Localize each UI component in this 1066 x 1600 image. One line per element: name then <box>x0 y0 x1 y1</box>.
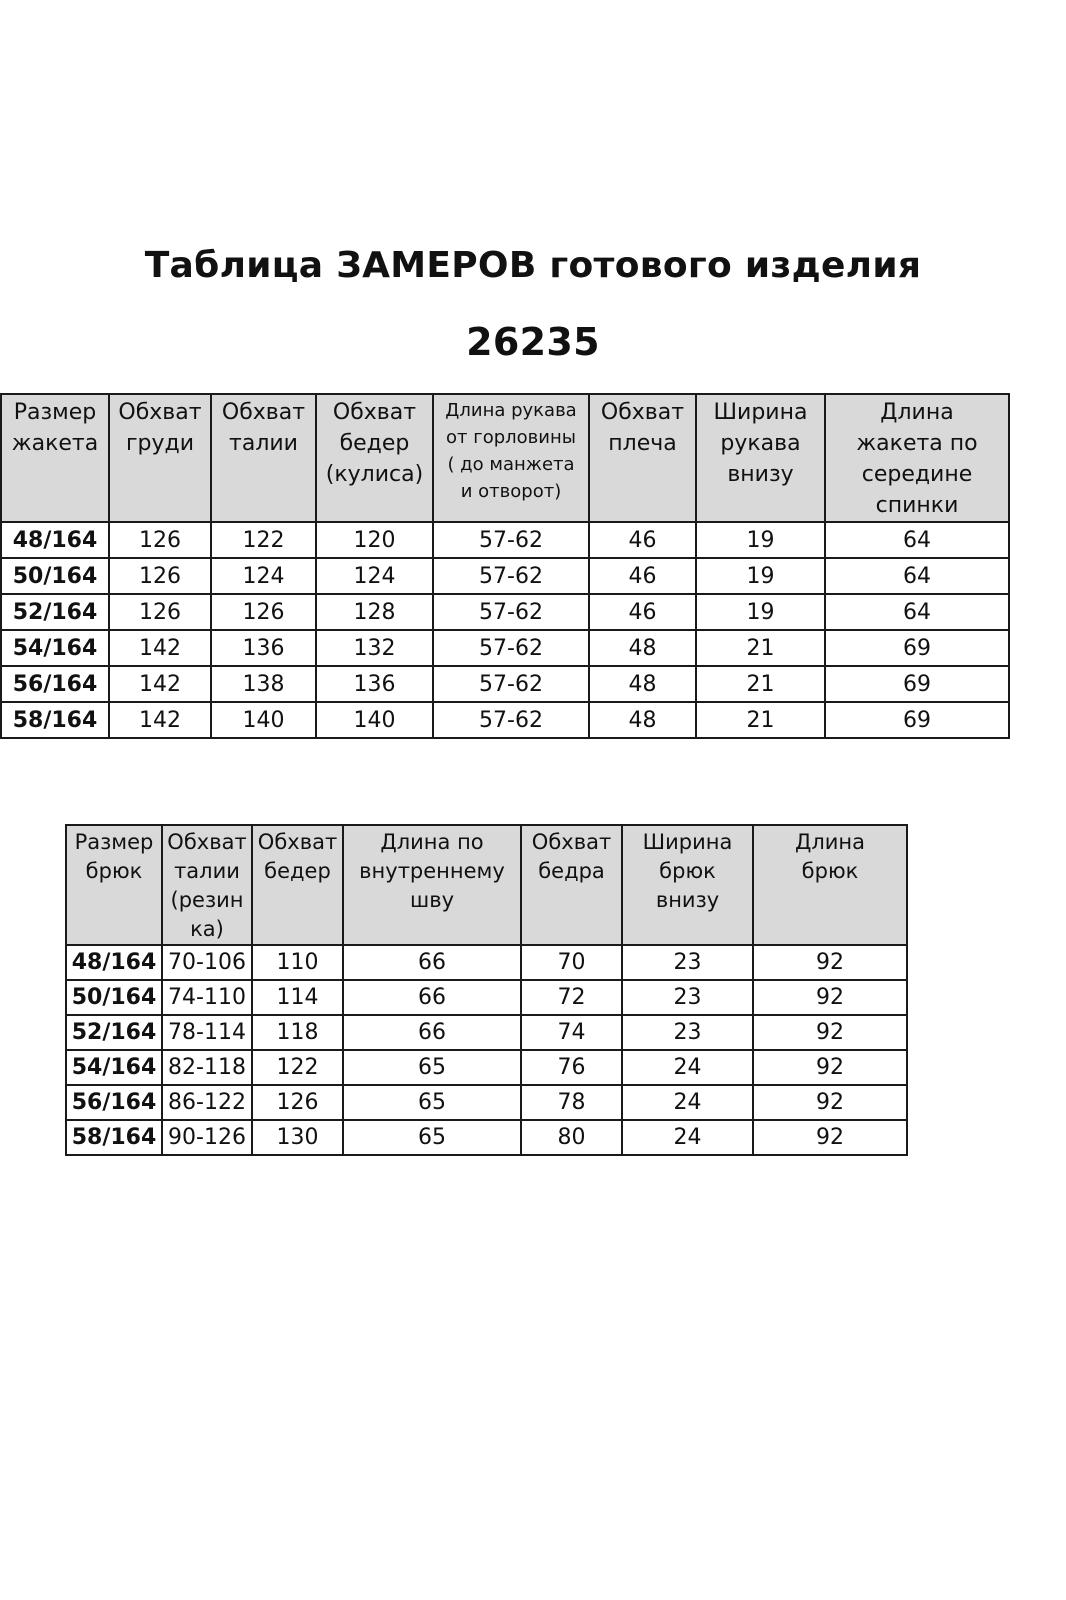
measurement-cell: 92 <box>753 980 907 1015</box>
header-cell: Обхват бедер (кулиса) <box>316 394 433 522</box>
size-cell: 56/164 <box>66 1085 162 1120</box>
measurement-cell: 48 <box>589 630 696 666</box>
header-cell: Длина рукава от горловины ( до манжета и отворот) <box>433 394 589 522</box>
measurement-cell: 48 <box>589 702 696 738</box>
measurement-cell: 72 <box>521 980 622 1015</box>
measurement-cell: 64 <box>825 522 1009 558</box>
header-cell: Обхват бедра <box>521 825 622 945</box>
measurement-cell: 57-62 <box>433 630 589 666</box>
measurement-cell: 64 <box>825 558 1009 594</box>
measurement-cell: 92 <box>753 1120 907 1155</box>
table-row <box>66 1120 907 1155</box>
measurement-cell: 24 <box>622 1050 753 1085</box>
size-cell: 52/164 <box>66 1015 162 1050</box>
measurement-cell: 46 <box>589 594 696 630</box>
size-cell: 48/164 <box>1 522 109 558</box>
table-header-row <box>66 825 907 945</box>
measurement-cell: 69 <box>825 666 1009 702</box>
measurement-cell: 57-62 <box>433 558 589 594</box>
article-number: 26235 <box>466 320 600 364</box>
size-cell: 54/164 <box>66 1050 162 1085</box>
measurement-cell: 92 <box>753 1015 907 1050</box>
measurement-cell: 46 <box>589 522 696 558</box>
measurement-cell: 126 <box>109 522 211 558</box>
table-row <box>1 558 1009 594</box>
size-cell: 58/164 <box>66 1120 162 1155</box>
measurement-cell: 21 <box>696 630 825 666</box>
size-cell: 48/164 <box>66 945 162 980</box>
measurement-cell: 130 <box>252 1120 343 1155</box>
measurement-cell: 122 <box>211 522 316 558</box>
size-cell: 56/164 <box>1 666 109 702</box>
header-cell: Обхват бедер <box>252 825 343 945</box>
table-row <box>66 1015 907 1050</box>
measurement-cell: 24 <box>622 1120 753 1155</box>
measurement-cell: 82-118 <box>162 1050 252 1085</box>
measurement-cell: 69 <box>825 630 1009 666</box>
measurement-cell: 64 <box>825 594 1009 630</box>
table-row <box>66 1085 907 1120</box>
table-row <box>66 945 907 980</box>
size-cell: 52/164 <box>1 594 109 630</box>
measurement-cell: 110 <box>252 945 343 980</box>
measurement-cell: 138 <box>211 666 316 702</box>
header-cell: Ширина брюк внизу <box>622 825 753 945</box>
measurement-cell: 65 <box>343 1050 521 1085</box>
measurement-cell: 126 <box>252 1085 343 1120</box>
header-cell: Обхват плеча <box>589 394 696 522</box>
measurement-cell: 57-62 <box>433 702 589 738</box>
measurement-cell: 126 <box>109 558 211 594</box>
header-cell: Длина по внутреннему шву <box>343 825 521 945</box>
table-header-row <box>1 394 1009 522</box>
measurement-cell: 136 <box>316 666 433 702</box>
measurement-cell: 19 <box>696 558 825 594</box>
header-cell: Размер жакета <box>1 394 109 522</box>
header-cell: Обхват талии (резин ка) <box>162 825 252 945</box>
size-cell: 50/164 <box>66 980 162 1015</box>
measurement-cell: 124 <box>211 558 316 594</box>
measurement-cell: 57-62 <box>433 594 589 630</box>
measurement-cell: 120 <box>316 522 433 558</box>
measurement-cell: 46 <box>589 558 696 594</box>
measurement-cell: 69 <box>825 702 1009 738</box>
measurement-cell: 70 <box>521 945 622 980</box>
measurement-cell: 66 <box>343 1015 521 1050</box>
table-row <box>1 666 1009 702</box>
header-cell: Размер брюк <box>66 825 162 945</box>
measurement-cell: 48 <box>589 666 696 702</box>
measurement-cell: 80 <box>521 1120 622 1155</box>
measurement-cell: 57-62 <box>433 666 589 702</box>
measurement-cell: 114 <box>252 980 343 1015</box>
measurement-cell: 92 <box>753 1050 907 1085</box>
table-row <box>1 522 1009 558</box>
header-cell: Ширина рукава внизу <box>696 394 825 522</box>
measurement-cell: 142 <box>109 666 211 702</box>
measurement-cell: 132 <box>316 630 433 666</box>
table-row <box>1 594 1009 630</box>
measurement-cell: 78 <box>521 1085 622 1120</box>
measurement-cell: 140 <box>211 702 316 738</box>
measurement-cell: 21 <box>696 702 825 738</box>
measurement-cell: 74-110 <box>162 980 252 1015</box>
measurement-cell: 122 <box>252 1050 343 1085</box>
table-row <box>66 980 907 1015</box>
measurement-cell: 118 <box>252 1015 343 1050</box>
measurement-cell: 57-62 <box>433 522 589 558</box>
table-row <box>1 630 1009 666</box>
measurement-cell: 23 <box>622 945 753 980</box>
pants-measurements-table <box>65 824 908 1156</box>
page-title: Таблица ЗАМЕРОВ готового изделия <box>144 245 922 286</box>
measurement-cell: 65 <box>343 1120 521 1155</box>
measurement-cell: 126 <box>211 594 316 630</box>
measurement-cell: 66 <box>343 980 521 1015</box>
measurement-cell: 124 <box>316 558 433 594</box>
measurement-cell: 76 <box>521 1050 622 1085</box>
measurement-cell: 21 <box>696 666 825 702</box>
measurement-cell: 142 <box>109 702 211 738</box>
measurement-cell: 74 <box>521 1015 622 1050</box>
measurement-cell: 19 <box>696 594 825 630</box>
measurement-cell: 136 <box>211 630 316 666</box>
measurement-cell: 90-126 <box>162 1120 252 1155</box>
measurement-cell: 19 <box>696 522 825 558</box>
measurement-cell: 86-122 <box>162 1085 252 1120</box>
size-cell: 58/164 <box>1 702 109 738</box>
measurement-cell: 70-106 <box>162 945 252 980</box>
size-cell: 54/164 <box>1 630 109 666</box>
measurement-cell: 142 <box>109 630 211 666</box>
measurement-cell: 23 <box>622 1015 753 1050</box>
measurement-cell: 128 <box>316 594 433 630</box>
jacket-measurements-table <box>0 393 1010 739</box>
header-cell: Обхват груди <box>109 394 211 522</box>
table-row <box>1 702 1009 738</box>
measurement-cell: 92 <box>753 1085 907 1120</box>
measurement-cell: 78-114 <box>162 1015 252 1050</box>
measurement-cell: 126 <box>109 594 211 630</box>
measurement-cell: 65 <box>343 1085 521 1120</box>
size-cell: 50/164 <box>1 558 109 594</box>
measurement-cell: 140 <box>316 702 433 738</box>
table-row <box>66 1050 907 1085</box>
header-cell: Обхват талии <box>211 394 316 522</box>
measurement-cell: 66 <box>343 945 521 980</box>
header-cell: Длина брюк <box>753 825 907 945</box>
measurement-cell: 24 <box>622 1085 753 1120</box>
measurement-cell: 23 <box>622 980 753 1015</box>
measurement-cell: 92 <box>753 945 907 980</box>
header-cell: Длина жакета по середине спинки <box>825 394 1009 522</box>
